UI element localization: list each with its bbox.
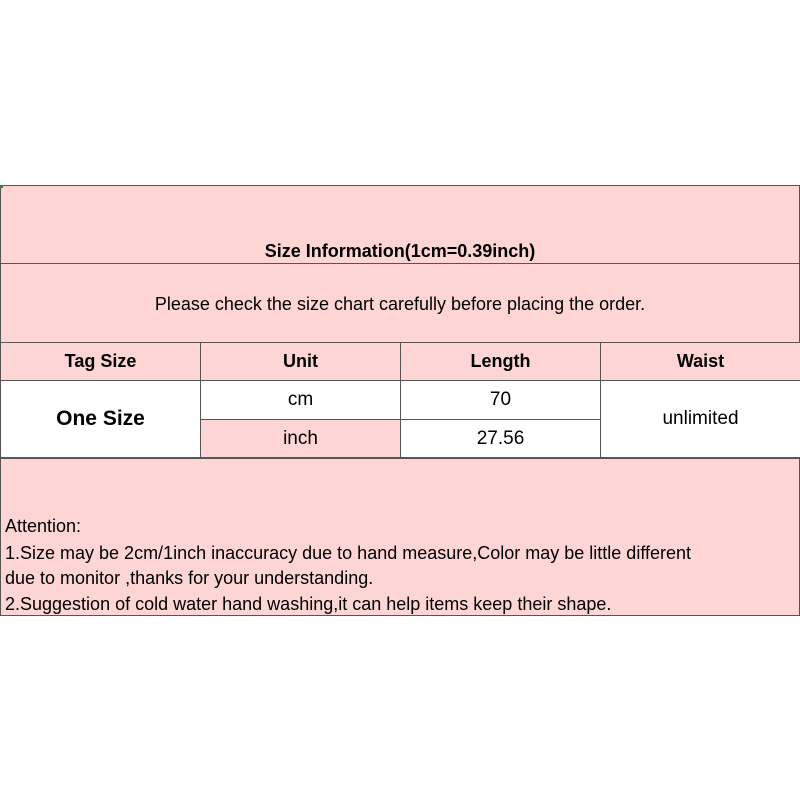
size-table [0, 342, 800, 458]
unit-cell: inch [201, 420, 401, 458]
header-tag-size: Tag Size [1, 343, 201, 381]
table-row [1, 381, 800, 420]
corner-marker [0, 185, 3, 188]
length-cell: 70 [401, 381, 601, 420]
waist-cell: unlimited [601, 381, 800, 458]
attention-heading: Attention: [5, 516, 82, 536]
table-header-row [1, 343, 800, 381]
attention-line-1a: 1.Size may be 2cm/1inch inaccuracy due to hand measure,Color may be little different [5, 543, 692, 563]
attention-line-1b: due to monitor ,thanks for your understanding. [5, 568, 374, 588]
unit-cell: cm [201, 381, 401, 420]
notice-text: Please check the size chart carefully before placing the order. [154, 294, 646, 314]
notice-row [0, 263, 800, 342]
size-info-title-row [0, 185, 800, 263]
size-info-title: Size Information(1cm=0.39inch) [264, 241, 536, 261]
header-unit: Unit [201, 343, 401, 381]
header-length: Length [401, 343, 601, 381]
header-waist: Waist [601, 343, 800, 381]
length-cell: 27.56 [401, 420, 601, 458]
attention-section [0, 458, 800, 616]
tag-size-cell: One Size [1, 381, 201, 458]
attention-line-2: 2.Suggestion of cold water hand washing,it can help items keep their shape. [5, 594, 612, 614]
